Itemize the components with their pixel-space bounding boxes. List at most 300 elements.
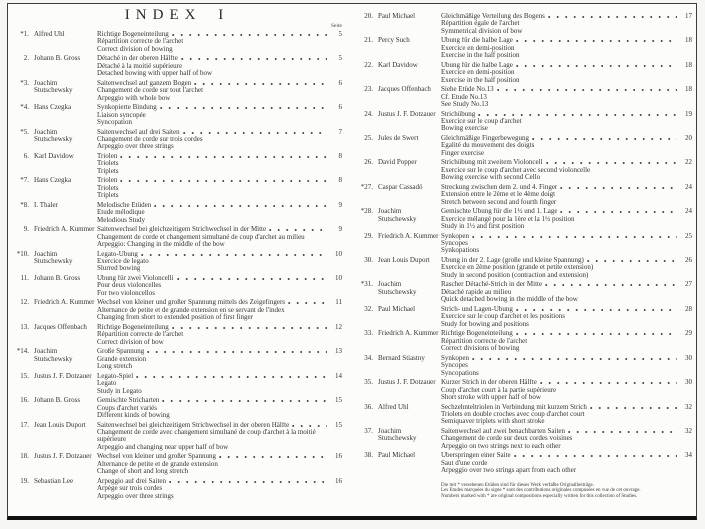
index-entry <box>12 348 342 370</box>
entry-title-de: Gemischte Stricharten <box>97 397 160 405</box>
dot-leader <box>154 202 327 207</box>
entry-number: 21. <box>364 36 373 45</box>
entry-title-de: Überspringen einer Saite <box>441 452 511 460</box>
entry-line-fr: Coup d'archet court à la partie supérieure <box>441 385 557 394</box>
entry-line-fr: Syncopes <box>441 239 468 248</box>
entry-title-de: Détaché in der oberen Hälfte <box>97 55 178 63</box>
index-entry <box>12 397 342 419</box>
footnote-line: Numbers marked with * are original compositions especially written for this collection of Studies. <box>441 494 638 500</box>
entry-line-fr: Pour deux violoncelles <box>97 281 162 290</box>
index-entry <box>12 251 342 273</box>
entry-author: Karl Davidow <box>34 152 74 161</box>
entry-author: Joachim Stutschewsky <box>378 426 417 443</box>
index-entry <box>356 281 692 303</box>
index-entry <box>356 208 692 230</box>
entry-title-de: Übung für die halbe Lage <box>441 37 513 45</box>
entry-line-fr: Cf. Etude No.13 <box>441 92 487 101</box>
index-entry <box>356 330 692 352</box>
entry-title-de: Saitenwechsel auf drei Saiten <box>97 128 180 136</box>
entry-page-number: 16 <box>335 476 342 485</box>
entry-number: *1. <box>20 30 29 38</box>
entry-line-en: Slurred bowing <box>97 264 141 273</box>
entry-author: I. Thaler <box>34 200 58 209</box>
entry-page-number: 34 <box>685 451 692 460</box>
index-entry <box>356 62 692 84</box>
footnote-line: Les Etudes marquées du signe * sont des contributions originales composées en vue de cet ouvrage. <box>441 488 641 494</box>
entry-author: Bernard Stiastny <box>378 353 425 362</box>
entry-description <box>441 257 692 279</box>
entry-page-number: 18 <box>685 60 692 69</box>
entry-description <box>97 397 342 419</box>
entry-description <box>97 31 342 53</box>
entry-number: *28. <box>360 207 373 216</box>
entry-line-fr: Exercice en demi-position <box>441 68 515 77</box>
entry-title-de: Synkopen <box>441 232 469 240</box>
entry-title-de: Gemischte Übung für die 1½ und 1. Lage <box>441 208 558 216</box>
entry-description <box>97 275 342 297</box>
entry-description <box>441 62 692 84</box>
entry-page-number: 30 <box>685 378 692 387</box>
entry-description <box>97 299 342 321</box>
entry-line-fr: Grande extension <box>97 354 147 363</box>
entry-page-number: 5 <box>338 30 342 38</box>
entry-line-en: Correct division of bow <box>97 337 164 346</box>
entry-number: 22. <box>364 60 373 69</box>
entry-number: *4. <box>20 103 29 112</box>
entry-description <box>441 86 692 108</box>
entry-line-en: Correct division of bowing <box>97 44 173 53</box>
dot-leader <box>548 13 677 18</box>
entry-author: Justus J. F. Dotzauer <box>378 109 436 118</box>
entry-line-en: Triplets <box>97 191 119 200</box>
dot-leader <box>590 404 677 409</box>
entry-line-fr: Répartition correcte de l'archet <box>97 330 184 339</box>
dot-leader <box>546 159 677 164</box>
dot-leader <box>516 306 677 311</box>
entry-line-en: Changing from short to extended position of first finger <box>97 313 253 322</box>
entry-author: Justus J. F. Dotzauer <box>34 452 92 461</box>
entry-title-de: Strichübung mit zweitem Violoncell <box>441 159 543 167</box>
entry-author: Paul Michael <box>378 12 416 20</box>
entry-page-number: 16 <box>335 452 342 461</box>
index-entry <box>12 373 342 395</box>
entry-line-fr: Exercice sur le coup d'archet et les positions <box>441 312 565 321</box>
entry-author: Paul Michael <box>378 451 416 460</box>
dot-leader <box>219 453 327 458</box>
entry-line-en: Exercise in the half position <box>441 75 520 84</box>
entry-description <box>441 379 692 401</box>
entry-number: 12. <box>20 298 29 307</box>
index-entry <box>356 111 692 133</box>
dot-leader <box>472 355 677 360</box>
index-entry <box>356 404 692 426</box>
index-column-right <box>356 13 692 500</box>
entry-number: 32. <box>364 304 373 313</box>
entry-title-de: Wechsel von kleiner und großer Spannung mittels des Zeigefingers <box>97 299 285 307</box>
entry-description <box>441 13 692 35</box>
index-entry <box>356 37 692 59</box>
entry-title-de: Richtige Bogeneinteilung <box>97 31 169 38</box>
index-entry <box>356 233 692 255</box>
index-entry <box>356 355 692 377</box>
entry-number: 29. <box>364 231 373 240</box>
entry-page-number: 13 <box>335 347 342 356</box>
index-entry <box>12 422 342 452</box>
index-entry <box>12 299 342 321</box>
entry-page-number: 26 <box>685 256 692 265</box>
entry-line-en: Bowing exercise with second Cello <box>441 173 541 182</box>
entry-line-fr: Alternance de petite et de grande extension <box>97 459 218 468</box>
entry-title-de: Übung für zwei Violoncelli <box>97 275 174 283</box>
dot-leader <box>560 208 677 213</box>
entry-description <box>97 251 342 273</box>
entry-title-de: Große Spannung <box>97 348 145 356</box>
entry-author: Karl Davidow <box>378 60 418 69</box>
entry-line-en: Study in second position (contraction and extension) <box>441 270 589 279</box>
index-entry <box>356 306 692 328</box>
entry-author: Joachim Stutschewsky <box>34 127 73 144</box>
entry-line-fr: Coups d'archet variés <box>97 403 157 412</box>
entry-page-number: 28 <box>685 304 692 313</box>
entry-author: Jean Louis Duport <box>378 256 430 265</box>
entry-description <box>97 153 342 175</box>
entry-line-fr: Triolets <box>97 159 119 168</box>
entry-title-de: Arpeggio auf drei Saiten <box>97 477 167 485</box>
entry-author: Friedrich A. Kummer <box>378 329 439 338</box>
entry-description <box>441 233 692 255</box>
entry-line-fr: Exercice mélangé pour la 1ère et la 1½ position <box>441 214 575 223</box>
entry-line-en: Study in Legato <box>97 386 142 395</box>
entry-page-number: 5 <box>338 54 342 63</box>
dot-leader <box>120 153 327 158</box>
entry-title-de: Kurzer Strich in der oberen Hälfte <box>441 379 537 387</box>
entry-description <box>441 111 692 133</box>
entry-number: 18. <box>20 452 29 461</box>
entry-title-de: Übung in der 2. Lage (große und kleine Spannung) <box>441 257 584 265</box>
entry-description <box>441 37 692 59</box>
entry-line-fr: Changement de corde sur deux cordes voisines <box>441 434 573 443</box>
entry-number: 23. <box>364 85 373 94</box>
entry-line-fr: Legato <box>97 379 117 388</box>
index-entry <box>12 31 342 53</box>
entry-line-fr: Répartition correcte de l'archet <box>97 37 184 46</box>
entry-line-en: Short stroke with upper half of bow <box>441 392 541 401</box>
entry-author: Friedrich A. Kummer <box>34 298 95 307</box>
dot-leader <box>181 55 327 60</box>
entry-line-fr: Etude mélodique <box>97 208 145 217</box>
dot-leader <box>177 275 327 280</box>
entry-description <box>97 373 342 395</box>
entry-number: *14. <box>16 347 29 356</box>
dot-leader <box>472 233 677 238</box>
entry-title-de: Rascher Détaché-Strich in der Mitte <box>441 281 543 289</box>
entry-description <box>97 129 342 151</box>
entry-title-row <box>441 233 692 240</box>
index-entry <box>12 202 342 224</box>
index-entry <box>356 86 692 108</box>
entry-line-en: Detached bowing with upper half of bow <box>97 69 213 78</box>
entry-page-number: 10 <box>335 249 342 258</box>
entry-line-fr: Egalité du mouvement des doigts <box>441 141 535 150</box>
entry-page-number: 11 <box>335 298 342 307</box>
entry-line-fr: Triolets <box>97 183 119 192</box>
entry-author: Friedrich A. Kummer <box>378 231 439 240</box>
entry-line-fr: Saut d'une corde <box>441 458 488 467</box>
dot-leader <box>136 373 327 378</box>
entry-number: 6. <box>23 152 29 161</box>
entry-page-number: 14 <box>335 371 342 380</box>
entry-line-en: Arpeggio on two strings next to each other <box>441 441 561 450</box>
entry-line-fr: Changement de corde avec changement simultané de coup d'archet à la moitié supérieure <box>97 427 316 444</box>
entry-number: 11. <box>20 274 29 283</box>
entry-page-number: 15 <box>335 396 342 405</box>
entry-description <box>441 135 692 157</box>
dot-leader <box>162 397 327 402</box>
entry-description <box>97 177 342 199</box>
entry-line-fr: Exercice de legato <box>97 257 149 266</box>
dot-leader <box>532 135 677 140</box>
entry-author: Johann B. Gross <box>34 54 81 63</box>
entry-number: 33. <box>364 329 373 338</box>
entry-description <box>441 306 692 328</box>
entry-description <box>97 55 342 77</box>
entry-page-number: 8 <box>338 176 342 185</box>
entry-number: *31. <box>360 280 373 289</box>
index-entry <box>356 452 692 474</box>
entry-description <box>97 324 342 346</box>
entry-page-number: 25 <box>685 231 692 240</box>
entry-line-en: Different kinds of bowing <box>97 410 170 419</box>
entry-title-de: Gleichmäßige Fingerbewegung <box>441 135 530 143</box>
entry-title-de: Strich- und Lagen-Übung <box>441 305 513 313</box>
dot-leader <box>516 330 677 335</box>
entry-page-number: 10 <box>335 274 342 283</box>
entry-number: 38. <box>364 451 373 460</box>
dot-leader <box>568 428 677 433</box>
entry-line-fr: Détaché rapide au milieu <box>441 287 512 296</box>
entry-number: *8. <box>20 200 29 209</box>
entry-author: Justus J. F. Dotzauer <box>378 378 436 387</box>
entry-title-de: Melodische Etüden <box>97 201 152 209</box>
index-column-left <box>12 31 342 502</box>
index-entry <box>356 135 692 157</box>
entry-page-number: 20 <box>685 134 692 143</box>
entry-line-en: Long stretch <box>97 362 133 371</box>
entry-title-de: Synkopen <box>441 354 469 362</box>
entry-description <box>441 208 692 230</box>
entry-description <box>441 281 692 303</box>
entry-page-number: 32 <box>685 402 692 411</box>
index-entry <box>356 379 692 401</box>
entry-author: Percy Such <box>378 36 410 45</box>
entry-line-en: Correct divisions of bowing <box>441 344 520 353</box>
dot-leader <box>183 129 327 134</box>
entry-author: Hans Czegka <box>34 176 72 185</box>
entry-description <box>97 104 342 126</box>
index-entry <box>12 275 342 297</box>
page-title: INDEX I <box>124 7 230 23</box>
entry-line-fr: Répartition égale de l'archet <box>441 19 520 28</box>
entry-title-de: Richtige Bogeneinteilung <box>441 330 513 338</box>
entry-line-en: Triplets <box>97 166 119 175</box>
entry-title-de: Sechzehnteltriolen in Verbindung mit kurzem Strich <box>441 403 587 411</box>
entry-title-de: Gleichmäßige Verteilung des Bogens <box>441 13 545 20</box>
dot-leader <box>172 31 327 36</box>
index-entry <box>12 80 342 102</box>
entry-description <box>441 355 692 377</box>
entry-line-en: Arpeggio with whole bow <box>97 93 171 102</box>
entry-number: 9. <box>23 225 29 234</box>
entry-title-de: Legato-Übung <box>97 250 138 258</box>
entry-author: Alfred Uhl <box>34 30 65 38</box>
index-entry <box>356 159 692 181</box>
entry-number: 2. <box>23 54 29 63</box>
entry-title-de: Saitenwechsel auf zwei benachbarten Saiten <box>441 427 566 435</box>
entry-author: Johann B. Gross <box>34 396 81 405</box>
entry-line-en: See Study No.13 <box>441 100 489 109</box>
entry-author: Joachim Stutschewsky <box>378 280 417 296</box>
dot-leader <box>478 111 677 116</box>
entry-line-fr: Exercice en 2ème position (grande et petite extension) <box>441 263 594 272</box>
entry-line-fr: Changement de corde et changement simultané de coup d'archet au milieu <box>97 232 305 241</box>
entry-number: *27. <box>360 182 373 191</box>
entry-author: Joachim Stutschewsky <box>34 78 73 95</box>
entry-line-fr: Arpège sur trois cordes <box>97 484 163 493</box>
footnote-line: Die mit * versehenen Etüden sind für dieses Werk verfaßte Originalbeiträge. <box>441 482 594 488</box>
entry-page-number: 15 <box>335 420 342 429</box>
entry-title-de: Triolen <box>97 177 118 185</box>
entry-line-en: Melodious Study <box>97 215 146 224</box>
entry-number: 20. <box>364 12 373 20</box>
entry-title-row <box>97 373 342 380</box>
entry-number: 17. <box>20 420 29 429</box>
entry-number: 24. <box>364 109 373 118</box>
entry-description <box>97 422 342 452</box>
entry-number: *3. <box>20 78 29 87</box>
entry-title-de: Siehe Etüde No.13 <box>441 86 494 94</box>
entry-number: 15. <box>20 371 29 380</box>
entry-page-number: 24 <box>685 207 692 216</box>
entry-title-row <box>97 153 342 160</box>
entry-author: Justus J. F. Dotzauer <box>34 371 92 380</box>
entry-line-en: Quick detached bowing in the middle of the bow <box>441 295 578 304</box>
entry-description <box>441 159 692 181</box>
dot-leader <box>587 257 677 262</box>
entry-line-fr: Répartition correcte de l'archet <box>441 336 528 345</box>
index-entry <box>356 428 692 450</box>
entry-page-number: 12 <box>335 322 342 331</box>
page-column-header: Seite <box>331 23 342 29</box>
entry-number: *7. <box>20 176 29 185</box>
entry-number: 30. <box>364 256 373 265</box>
index-entry <box>12 55 342 77</box>
entry-line-en: Arpeggio over two strings apart from each other <box>441 466 577 475</box>
entry-author: Johann B. Gross <box>34 274 81 283</box>
entry-page-number: 9 <box>338 200 342 209</box>
entry-line-fr: Extension entre le 2ème et le 4ème doigt <box>441 190 556 199</box>
entry-line-fr: Exercice en demi-position <box>441 43 515 52</box>
entry-author: Friedrich A. Kummer <box>34 225 95 234</box>
index-entry <box>356 257 692 279</box>
entry-page-number: 9 <box>338 225 342 234</box>
entry-page-number: 18 <box>685 85 692 94</box>
entry-author: Sebastian Lee <box>34 476 74 485</box>
entry-page-number: 32 <box>685 426 692 435</box>
entry-line-en: Arpeggio over three strings <box>97 491 174 500</box>
entry-title-row <box>97 177 342 184</box>
entry-page-number: 6 <box>338 78 342 87</box>
index-entry <box>12 324 342 346</box>
index-entry <box>356 184 692 206</box>
entry-line-en: For two violoncellos <box>97 288 155 297</box>
entry-author: Jean Louis Duport <box>34 420 86 429</box>
entry-description <box>441 452 692 474</box>
entry-line-en: Synkopations <box>441 246 480 255</box>
entry-page-number: 29 <box>685 329 692 338</box>
dot-leader <box>169 478 327 483</box>
index-entry <box>12 153 342 175</box>
index-entry <box>12 478 342 500</box>
entry-title-row <box>441 355 692 362</box>
entry-title-de: Saitenwechsel auf ganzem Bogen <box>97 79 192 87</box>
entry-description <box>97 80 342 102</box>
entry-title-de: Legato-Spiel <box>97 372 134 380</box>
entry-line-fr: Exercice sur le coup d'archet <box>441 117 522 126</box>
dot-leader <box>141 251 327 256</box>
entry-author: Alfred Uhl <box>378 402 409 411</box>
entry-description <box>441 428 692 450</box>
entry-page-number: 19 <box>685 109 692 118</box>
dot-leader <box>120 177 327 182</box>
index-entry <box>12 129 342 151</box>
dot-leader <box>269 226 327 231</box>
dot-leader <box>560 184 677 189</box>
entry-author: Hans Czegka <box>34 103 72 112</box>
entry-line-en: Arpeggio over three strings <box>97 142 174 151</box>
entry-author: Jacques Offenbach <box>378 85 431 94</box>
entry-line-en: Semiquaver triplets with short stroke <box>441 417 545 426</box>
entry-number: 37. <box>364 426 373 435</box>
footnote <box>441 483 692 500</box>
entry-line-fr: Changement de corde sur tout l'archet <box>97 86 204 95</box>
dot-leader <box>160 104 327 109</box>
entry-line-fr: Exercice sur le coup d'archet avec second violoncelle <box>441 165 591 174</box>
entry-page-number: 30 <box>685 353 692 362</box>
entry-line-en: Arpeggio and changing near upper half of bow <box>97 442 229 451</box>
entry-number: *10. <box>16 249 29 258</box>
entry-line-en: Exercise in the half position <box>441 51 520 60</box>
entry-description <box>97 348 342 370</box>
entry-title-de: Übung für die halbe Lage <box>441 61 513 69</box>
entry-author: Jacques Offenbach <box>34 322 87 331</box>
entry-line-en: Study in 1½ and first position <box>441 222 525 231</box>
entry-number: 36. <box>364 402 373 411</box>
entry-line-en: Change of short and long stretch <box>97 467 189 476</box>
dot-leader <box>172 324 327 329</box>
entry-title-de: Richtige Bogeneinteilung <box>97 323 169 331</box>
entry-description <box>441 404 692 426</box>
entry-page-number: 18 <box>685 36 692 45</box>
entry-line-en: Arpeggio: Changing in the middle of the bow <box>97 240 225 249</box>
dot-leader <box>540 379 677 384</box>
entry-title-de: Strichübung <box>441 110 476 118</box>
entry-description <box>97 202 342 224</box>
entry-line-en: Finger exercise <box>441 148 484 157</box>
entry-page-number: 22 <box>685 158 692 167</box>
entry-author: Paul Michael <box>378 304 416 313</box>
entry-title-de: Saitenwechsel bei gleichzeitigem Strichwechsel in der oberen Hälfte <box>97 421 290 429</box>
entry-description <box>97 226 342 248</box>
